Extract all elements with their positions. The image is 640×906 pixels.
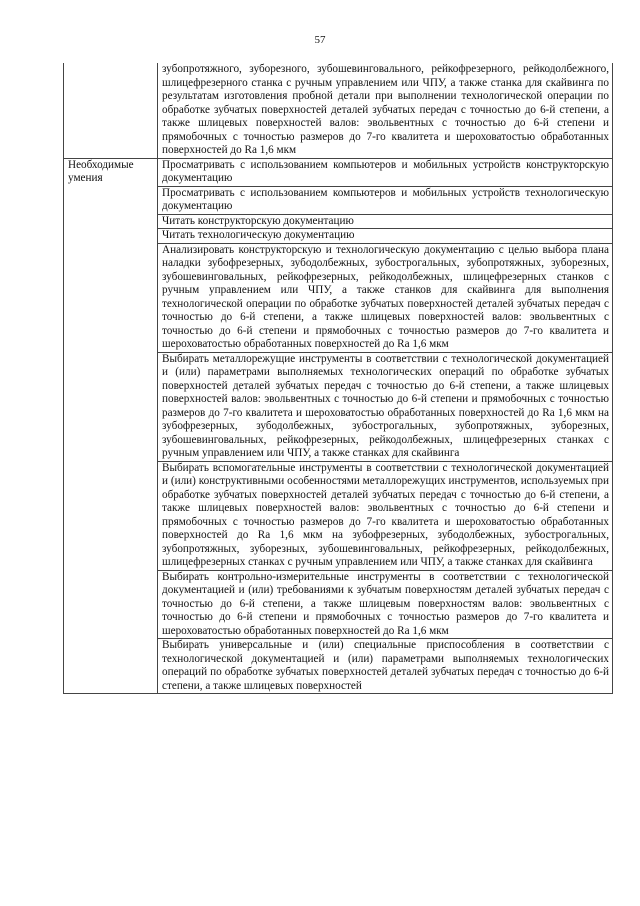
row-text: Выбирать металлорежущие инструменты в соответствии с технологической документацией и (или) параметрами выполняемых технологических операций по обработке зубчатых поверхностей деталей зубчатых передач с точностью до 6-й степени, а также шлицевых поверхностей валов: эвольвентных с точностью до 6-й степени и прямобочных с точностью размеров до 7-го квалитета и шероховатостью обработанных поверхностей до Ra 1,6 мкм на зубофрезерных, зубодолбежных, зубострогальных, зубопротяжных, зуборезных, зубошевинговальных, рейкофрезерных, рейкодолбежных, шлицефрезерных станках с ручным управлением или ЧПУ, а также станках для скайвинга xyxy=(158,352,613,461)
row-text: Выбирать универсальные и (или) специальные приспособления в соответствии с технологической документацией и (или) параметрами выполняемых технологических операций по обработке зубчатых поверхностей деталей зубчатых передач с точностью до 6-й степени, а также шлицевых поверхностей xyxy=(158,639,613,694)
row-text: Просматривать с использованием компьютеров и мобильных устройств конструкторскую документацию xyxy=(158,158,613,186)
page-number: 57 xyxy=(314,34,326,46)
table-row xyxy=(64,63,613,158)
row-text: зубопротяжного, зуборезного, зубошевинговального, рейкофрезерного, рейкодолбежного, шлицефрезерного станка с ручным управлением или ЧПУ, а также станка для скайвинга по результатам изготовления пробной детали при выполнении технологической операции по обработке зубчатых поверхностей деталей зубчатых передач с точностью до 6-й степени, а также шлицевых поверхностей валов: эвольвентных с точностью до 6-й степени и прямобочных с точностью размеров до 7-го квалитета и шероховатостью обработанных поверхностей до Ra 1,6 мкм xyxy=(158,63,613,158)
row-label xyxy=(64,63,158,158)
section-label: Необходимые умения xyxy=(64,158,158,694)
row-text: Просматривать с использованием компьютеров и мобильных устройств технологическую документацию xyxy=(158,186,613,214)
row-text: Читать конструкторскую документацию xyxy=(158,214,613,229)
row-text: Анализировать конструкторскую и технологическую документацию с целью выбора плана наладки зубофрезерных, зубодолбежных, зубострогальных, зубопротяжных, зуборезных, зубошевинговальных, рейкофрезерных, рейкодолбежных, шлицефрезерных станков с ручным управлением или ЧПУ, а также станков для скайвинга для выполнения технологической операции по обработке зубчатых поверхностей деталей зубчатых передач с точностью до 6-й степени, а также шлицевых поверхностей валов: эвольвентных с точностью до 6-й степени и прямобочных с точностью размеров до 7-го квалитета и шероховатостью обработанных поверхностей до Ra 1,6 мкм xyxy=(158,243,613,352)
row-text: Выбирать вспомогательные инструменты в соответствии с технологической документацией и (или) конструктивными особенностями металлорежущих инструментов, используемых при обработке зубчатых поверхностей деталей зубчатых передач с точностью до 6-й степени, а также шлицевых поверхностей валов: эвольвентных с точностью до 6-й степени и прямобочных с точностью размеров до 7-го квалитета и шероховатостью обработанных поверхностей до Ra 1,6 мкм на зубофрезерных, зубодолбежных, зубострогальных, зубопротяжных, зуборезных, зубошевинговальных, рейкофрезерных, рейкодолбежных, шлицефрезерных станках с ручным управлением или ЧПУ, а также станках для скайвинга xyxy=(158,461,613,570)
requirements-table xyxy=(63,63,613,694)
table-row xyxy=(64,158,613,186)
row-text: Читать технологическую документацию xyxy=(158,229,613,244)
row-text: Выбирать контрольно-измерительные инструменты в соответствии с технологической документацией и (или) требованиями к зубчатым поверхностям деталей зубчатых передач с точностью до 6-й степени, а также шлицевым поверхностям валов: эвольвентных с точностью до 6-й степени и прямобочных с точностью размеров до 7-го квалитета и шероховатостью обработанных поверхностей до Ra 1,6 мкм xyxy=(158,570,613,639)
